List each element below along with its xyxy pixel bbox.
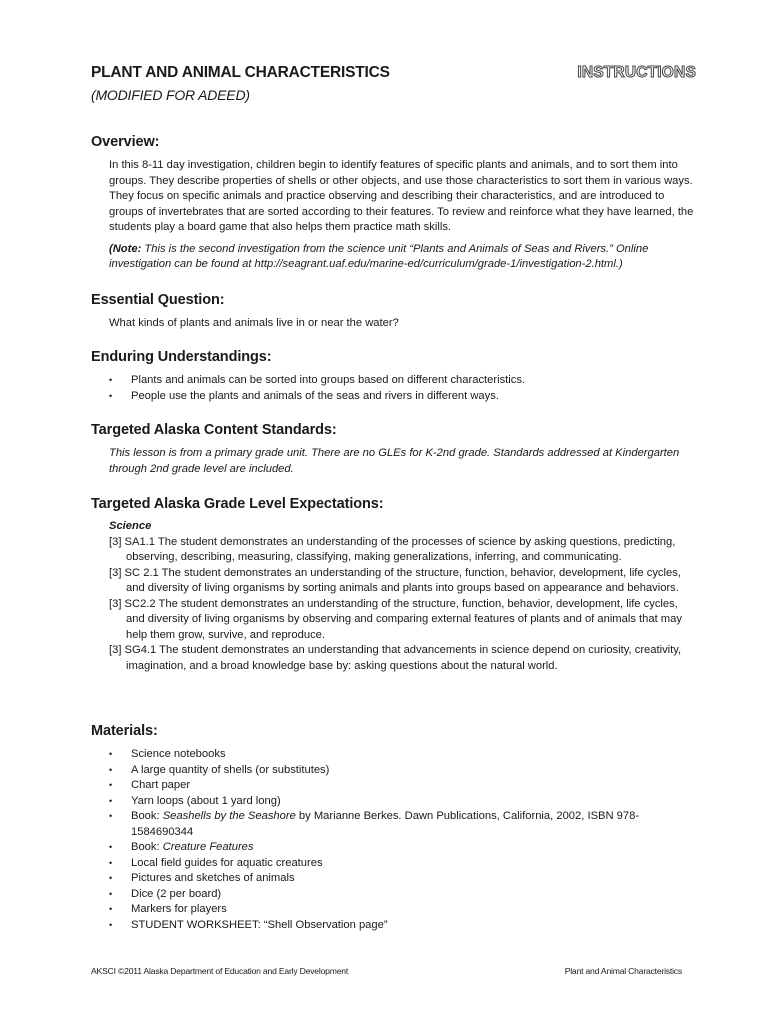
gle-section — [91, 496, 696, 674]
gle-heading: Targeted Alaska Grade Level Expectations: — [91, 496, 384, 512]
enduring-section — [91, 349, 696, 404]
list-item: • Plants and animals can be sorted into groups based on different characteristics. — [109, 373, 696, 389]
content-standards-section — [91, 422, 696, 477]
materials-heading: Materials: — [91, 723, 158, 739]
note-text: This is the second investigation from the science unit “Plants and Animals of Seas and Rivers.” Online investigation can be found at http://seagrant.uaf.edu/marine-ed/curriculum/grade-1/investigation-2.html.) — [109, 242, 649, 270]
list-item: • STUDENT WORKSHEET: “Shell Observation page” — [109, 918, 696, 934]
gle-list — [91, 519, 696, 674]
book-title: Creature Features — [162, 841, 254, 853]
list-item: [3] SC2.2 The student demonstrates an understanding of the structure, function, behavior, development, life cycles, and diversity of living organisms by observing and comparing external features of plants and of animals that may help them grow, survive, and reproduce. — [109, 597, 682, 641]
list-item: [3] SG4.1 The student demonstrates an understanding that advancements in science depend on curiosity, creativity, imagination, and a broad knowledge base by: asking questions about the natural world. — [109, 644, 682, 672]
list-item: • Markers for players — [109, 902, 696, 918]
document-header — [91, 64, 696, 103]
materials-list — [91, 747, 696, 933]
footer-copyright: AKSCI ©2011 Alaska Department of Education and Early Development — [91, 966, 349, 976]
list-item: • People use the plants and animals of the seas and rivers in different ways. — [109, 389, 696, 405]
list-item: [3] SA1.1 The student demonstrates an understanding of the processes of science by asking questions, predicting, observing, describing, measuring, classifying, making generalizations, inferring, and communicating. — [109, 535, 676, 563]
document-title: PLANT AND ANIMAL CHARACTERISTICS — [91, 64, 390, 81]
instructions-badge: INSTRUCTIONS — [577, 64, 696, 81]
overview-note — [91, 242, 696, 273]
book-details: by Marianne Berkes. Dawn Publications, California, 2002, ISBN 978-1584690344 — [131, 810, 640, 838]
overview-body: In this 8-11 day investigation, children begin to identify features of specific plants and animals, and to sort them into groups. They describe properties of shells or other objects, and use those characteristics to sort them in various ways. They focus on specific animals and practice observing and describing their characteristics, and are introduced to groups of invertebrates that are sorted according to their features. To review and reinforce what they have learned, the students play a board game that also helps them practice math skills. — [109, 159, 694, 233]
materials-section — [91, 723, 696, 933]
document-subtitle: (MODIFIED FOR ADEED) — [91, 87, 250, 103]
enduring-list — [91, 373, 696, 404]
overview-section — [91, 134, 696, 273]
book-prefix: Book: — [131, 841, 163, 853]
content-standards-text: This lesson is from a primary grade unit. There are no GLEs for K-2nd grade. Standards addressed at Kindergarten through 2nd grade level are included. — [109, 447, 680, 475]
essential-question-text: What kinds of plants and animals live in or near the water? — [109, 317, 399, 329]
list-item: • Science notebooks — [109, 747, 696, 763]
enduring-heading: Enduring Understandings: — [91, 349, 272, 365]
book-prefix: Book: — [131, 810, 163, 822]
list-item: • Local field guides for aquatic creatures — [109, 856, 696, 872]
list-item — [109, 809, 696, 840]
overview-heading: Overview: — [91, 134, 160, 150]
list-item: • Dice (2 per board) — [109, 887, 696, 903]
gle-subject: Science — [109, 520, 152, 532]
list-item: • Pictures and sketches of animals — [109, 871, 696, 887]
list-item: • Yarn loops (about 1 yard long) — [109, 794, 696, 810]
list-item — [109, 840, 696, 856]
book-title: Seashells by the Seashore — [162, 810, 296, 822]
page-footer — [91, 966, 682, 976]
essential-question-heading: Essential Question: — [91, 292, 225, 308]
content-standards-heading: Targeted Alaska Content Standards: — [91, 422, 337, 438]
list-item: [3] SC 2.1 The student demonstrates an understanding of the structure, function, behavior, development, life cycles, and diversity of living organisms by sorting animals and plants into groups based on appearance and behaviors. — [109, 566, 681, 594]
essential-question-section — [91, 292, 696, 332]
footer-title: Plant and Animal Characteristics — [564, 966, 682, 976]
note-label: (Note: — [109, 242, 142, 255]
list-item: • A large quantity of shells (or substitutes) — [109, 763, 696, 779]
list-item: • Chart paper — [109, 778, 696, 794]
